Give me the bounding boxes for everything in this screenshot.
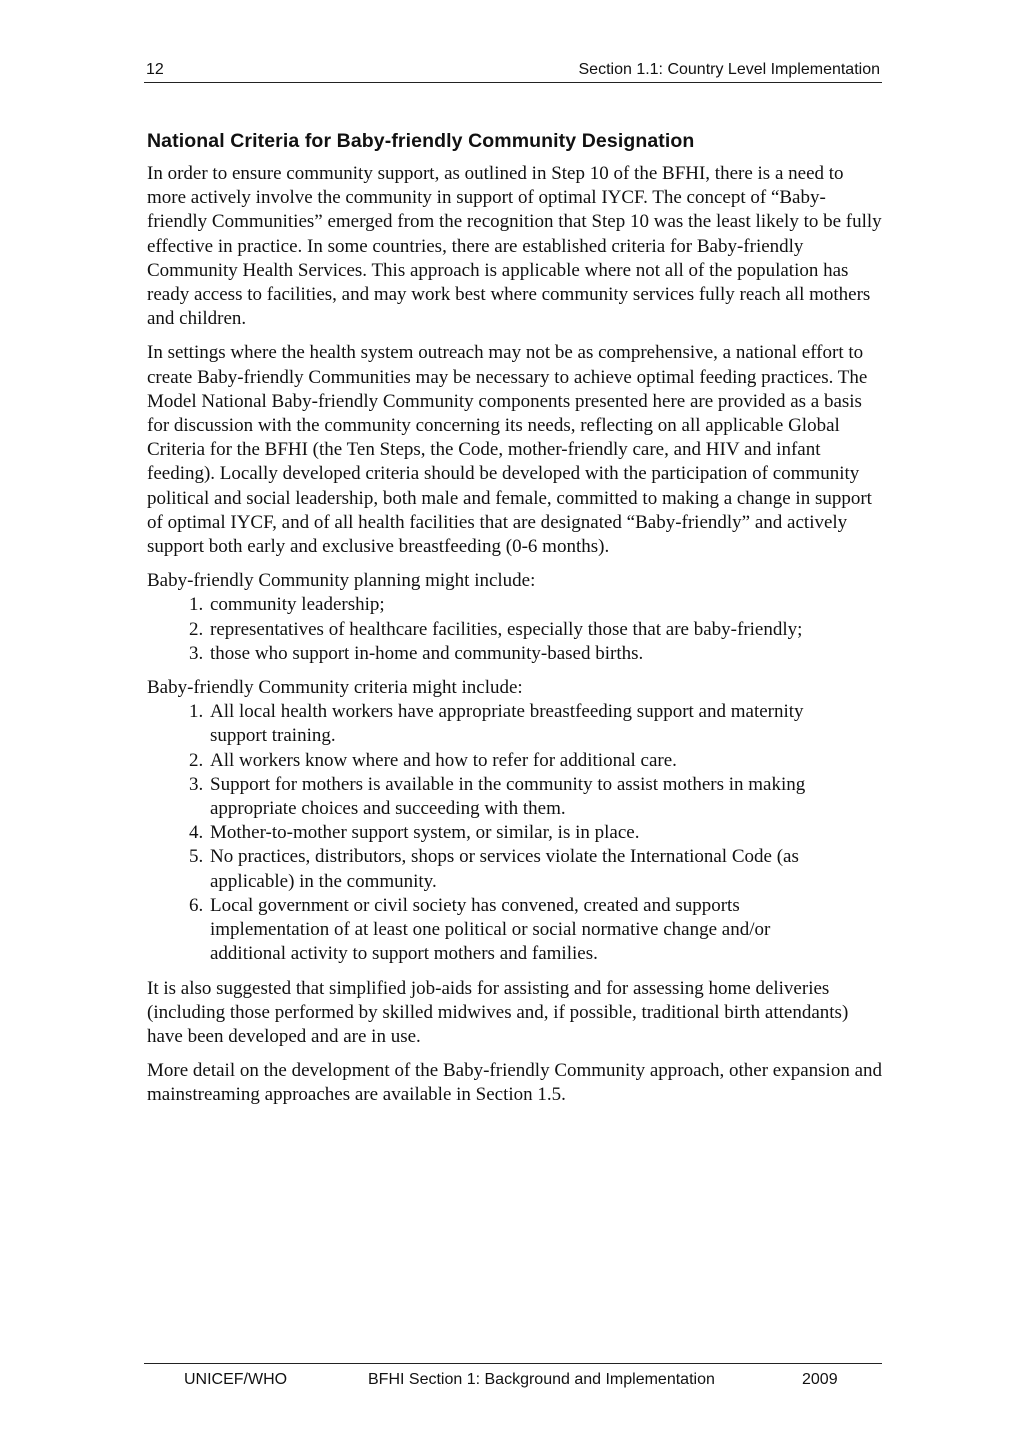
list-item: 2. All workers know where and how to refer for additional care.	[208, 749, 808, 773]
planning-list-intro: Baby-friendly Community planning might include:	[147, 570, 536, 592]
list-item: 1. community leadership;	[208, 593, 808, 617]
page-number: 12	[146, 61, 164, 78]
paragraph-more-detail: More detail on the development of the Baby-friendly Community approach, other expansion and mainstreaming approaches are available in Section 1.5.	[147, 1060, 882, 1106]
list-item: 3. Support for mothers is available in the community to assist mothers in making appropriate choices and succeeding with them.	[208, 773, 808, 821]
criteria-list-intro: Baby-friendly Community criteria might include:	[147, 677, 523, 699]
section-title: Section 1.1: Country Level Implementation	[578, 61, 880, 78]
paragraph-job-aids: It is also suggested that simplified job-aids for assisting and for assessing home deliveries (including those performed by skilled midwives and, if possible, traditional birth attendants) have been developed and are in use.	[147, 977, 849, 1047]
page-body	[147, 130, 882, 1118]
paragraph-intro: In order to ensure community support, as outlined in Step 10 of the BFHI, there is a need to more actively involve the community in support of optimal IYCF. The concept of “Baby-friendly Communities” emerged from the recognition that Step 10 was the least likely to be fully effective in practice. In some countries, there are established criteria for Baby-friendly Community Health Services. This approach is applicable where not all of the population has ready access to facilities, and may work best where community services fully reach all mothers and children.	[147, 163, 882, 330]
criteria-list	[147, 700, 808, 966]
footer-document-title: BFHI Section 1: Background and Implementation	[368, 1371, 715, 1388]
list-item: 1. All local health workers have appropriate breastfeeding support and maternity support training.	[208, 700, 808, 748]
footer-year: 2009	[802, 1371, 838, 1388]
planning-list	[147, 593, 808, 666]
page-header	[144, 60, 882, 83]
list-item: 3. those who support in-home and community-based births.	[208, 642, 808, 666]
list-item: 2. representatives of healthcare facilities, especially those that are baby-friendly;	[208, 618, 808, 642]
list-item: 4. Mother-to-mother support system, or similar, is in place.	[208, 821, 808, 845]
page-footer	[144, 1363, 882, 1394]
list-item: 5. No practices, distributors, shops or services violate the International Code (as applicable) in the community.	[208, 845, 808, 893]
paragraph-settings: In settings where the health system outreach may not be as comprehensive, a national effort to create Baby-friendly Communities may be necessary to achieve optimal feeding practices. The Model National Baby-friendly Community components presented here are provided as a basis for discussion with the community concerning its needs, reflecting on all applicable Global Criteria for the BFHI (the Ten Steps, the Code, mother-friendly care, and HIV and infant feeding). Locally developed criteria should be developed with the participation of community political and social leadership, both male and female, committed to making a change in support of optimal IYCF, and of all health facilities that are designated “Baby-friendly” and actively support both early and exclusive breastfeeding (0-6 months).	[147, 342, 872, 558]
footer-org: UNICEF/WHO	[184, 1371, 288, 1388]
heading: National Criteria for Baby-friendly Community Designation	[147, 130, 695, 152]
list-item: 6. Local government or civil society has convened, created and supports implementation of at least one political or social normative change and/or additional activity to support mothers and families.	[208, 894, 808, 967]
